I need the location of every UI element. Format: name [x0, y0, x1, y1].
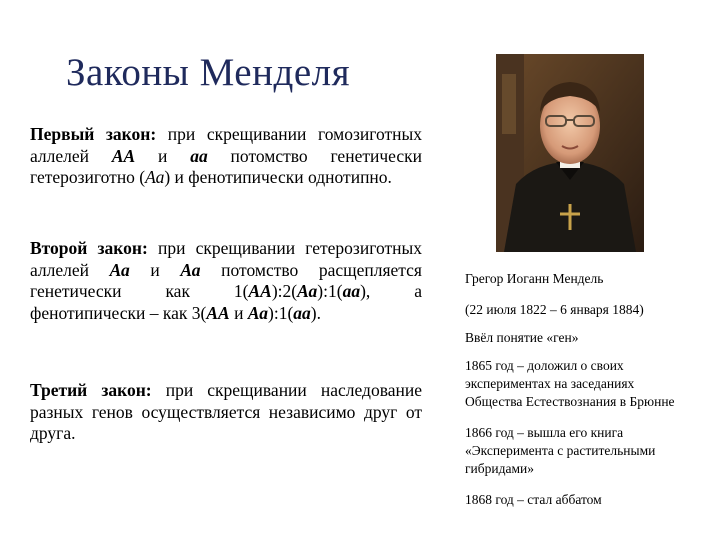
first-law-heading: Первый закон:: [30, 124, 157, 144]
first-law-text: потомство генетически гетерозиготно (: [30, 145, 422, 187]
first-law-paragraph: [30, 124, 422, 189]
third-law-text: при скрещивании наследование разных генов осуществляется независимо друг от друга.: [30, 380, 422, 443]
third-law-paragraph: [30, 380, 422, 445]
mendel-portrait: [496, 54, 644, 252]
bio-dates: (22 июля 1822 – 6 января 1884): [465, 302, 644, 317]
bio-name: Грегор Иоганн Мендель: [465, 271, 604, 286]
second-law-heading: Второй закон:: [30, 238, 148, 258]
bio-event-1866: [465, 424, 715, 478]
bio-line: Общества Естествознания в Брюнне: [465, 394, 675, 409]
genotype: Аа: [180, 259, 201, 280]
second-law-text: ):2(: [271, 281, 298, 301]
bio-line: 1865 год – доложил о своих: [465, 358, 624, 373]
genotype: Аа: [297, 281, 318, 301]
bio-line: гибридами»: [465, 461, 534, 476]
bio-line: «Эксперимента с растительными: [465, 443, 656, 458]
bio-line: экспериментах на заседаниях: [465, 376, 635, 391]
genotype: Аа: [247, 302, 268, 323]
second-law-text: ), а фенотипически – как 3(: [30, 281, 422, 323]
genotype: аа: [190, 145, 208, 166]
bio-gene-term: Ввёл понятие «ген»: [465, 330, 579, 345]
slide-title: Законы Менделя: [66, 51, 351, 94]
second-law-text: при скрещивании гетерозиготных аллелей: [30, 238, 422, 280]
second-law-text: ).: [310, 302, 321, 323]
second-law-text: и: [229, 302, 248, 323]
first-law-text: и: [135, 145, 191, 166]
third-law-heading: Третий закон:: [30, 380, 152, 400]
bio-event-1868: 1868 год – стал аббатом: [465, 492, 602, 507]
first-law-text: ) и фенотипически однотипно.: [164, 167, 392, 187]
genotype: АА: [248, 281, 272, 301]
genotype: АА: [111, 145, 136, 166]
genotype: аа: [293, 302, 311, 323]
second-law-text: ):1(: [317, 281, 343, 301]
second-law-text: и: [129, 259, 181, 280]
bio-line: 1866 год – вышла его книга: [465, 425, 624, 440]
portrait-illustration: [496, 54, 644, 252]
first-law-text: при скрещивании гомозиготных аллелей: [30, 124, 423, 166]
bio-event-1865: [465, 357, 715, 411]
genotype: аа: [342, 281, 361, 301]
genotype: Аа: [145, 167, 165, 187]
second-law-paragraph: [30, 238, 422, 324]
genotype: Аа: [109, 259, 130, 280]
second-law-text: ):1(: [268, 302, 294, 323]
second-law-text: потомство расщепляется генетически как 1(: [30, 259, 422, 301]
genotype: АА: [206, 302, 230, 323]
